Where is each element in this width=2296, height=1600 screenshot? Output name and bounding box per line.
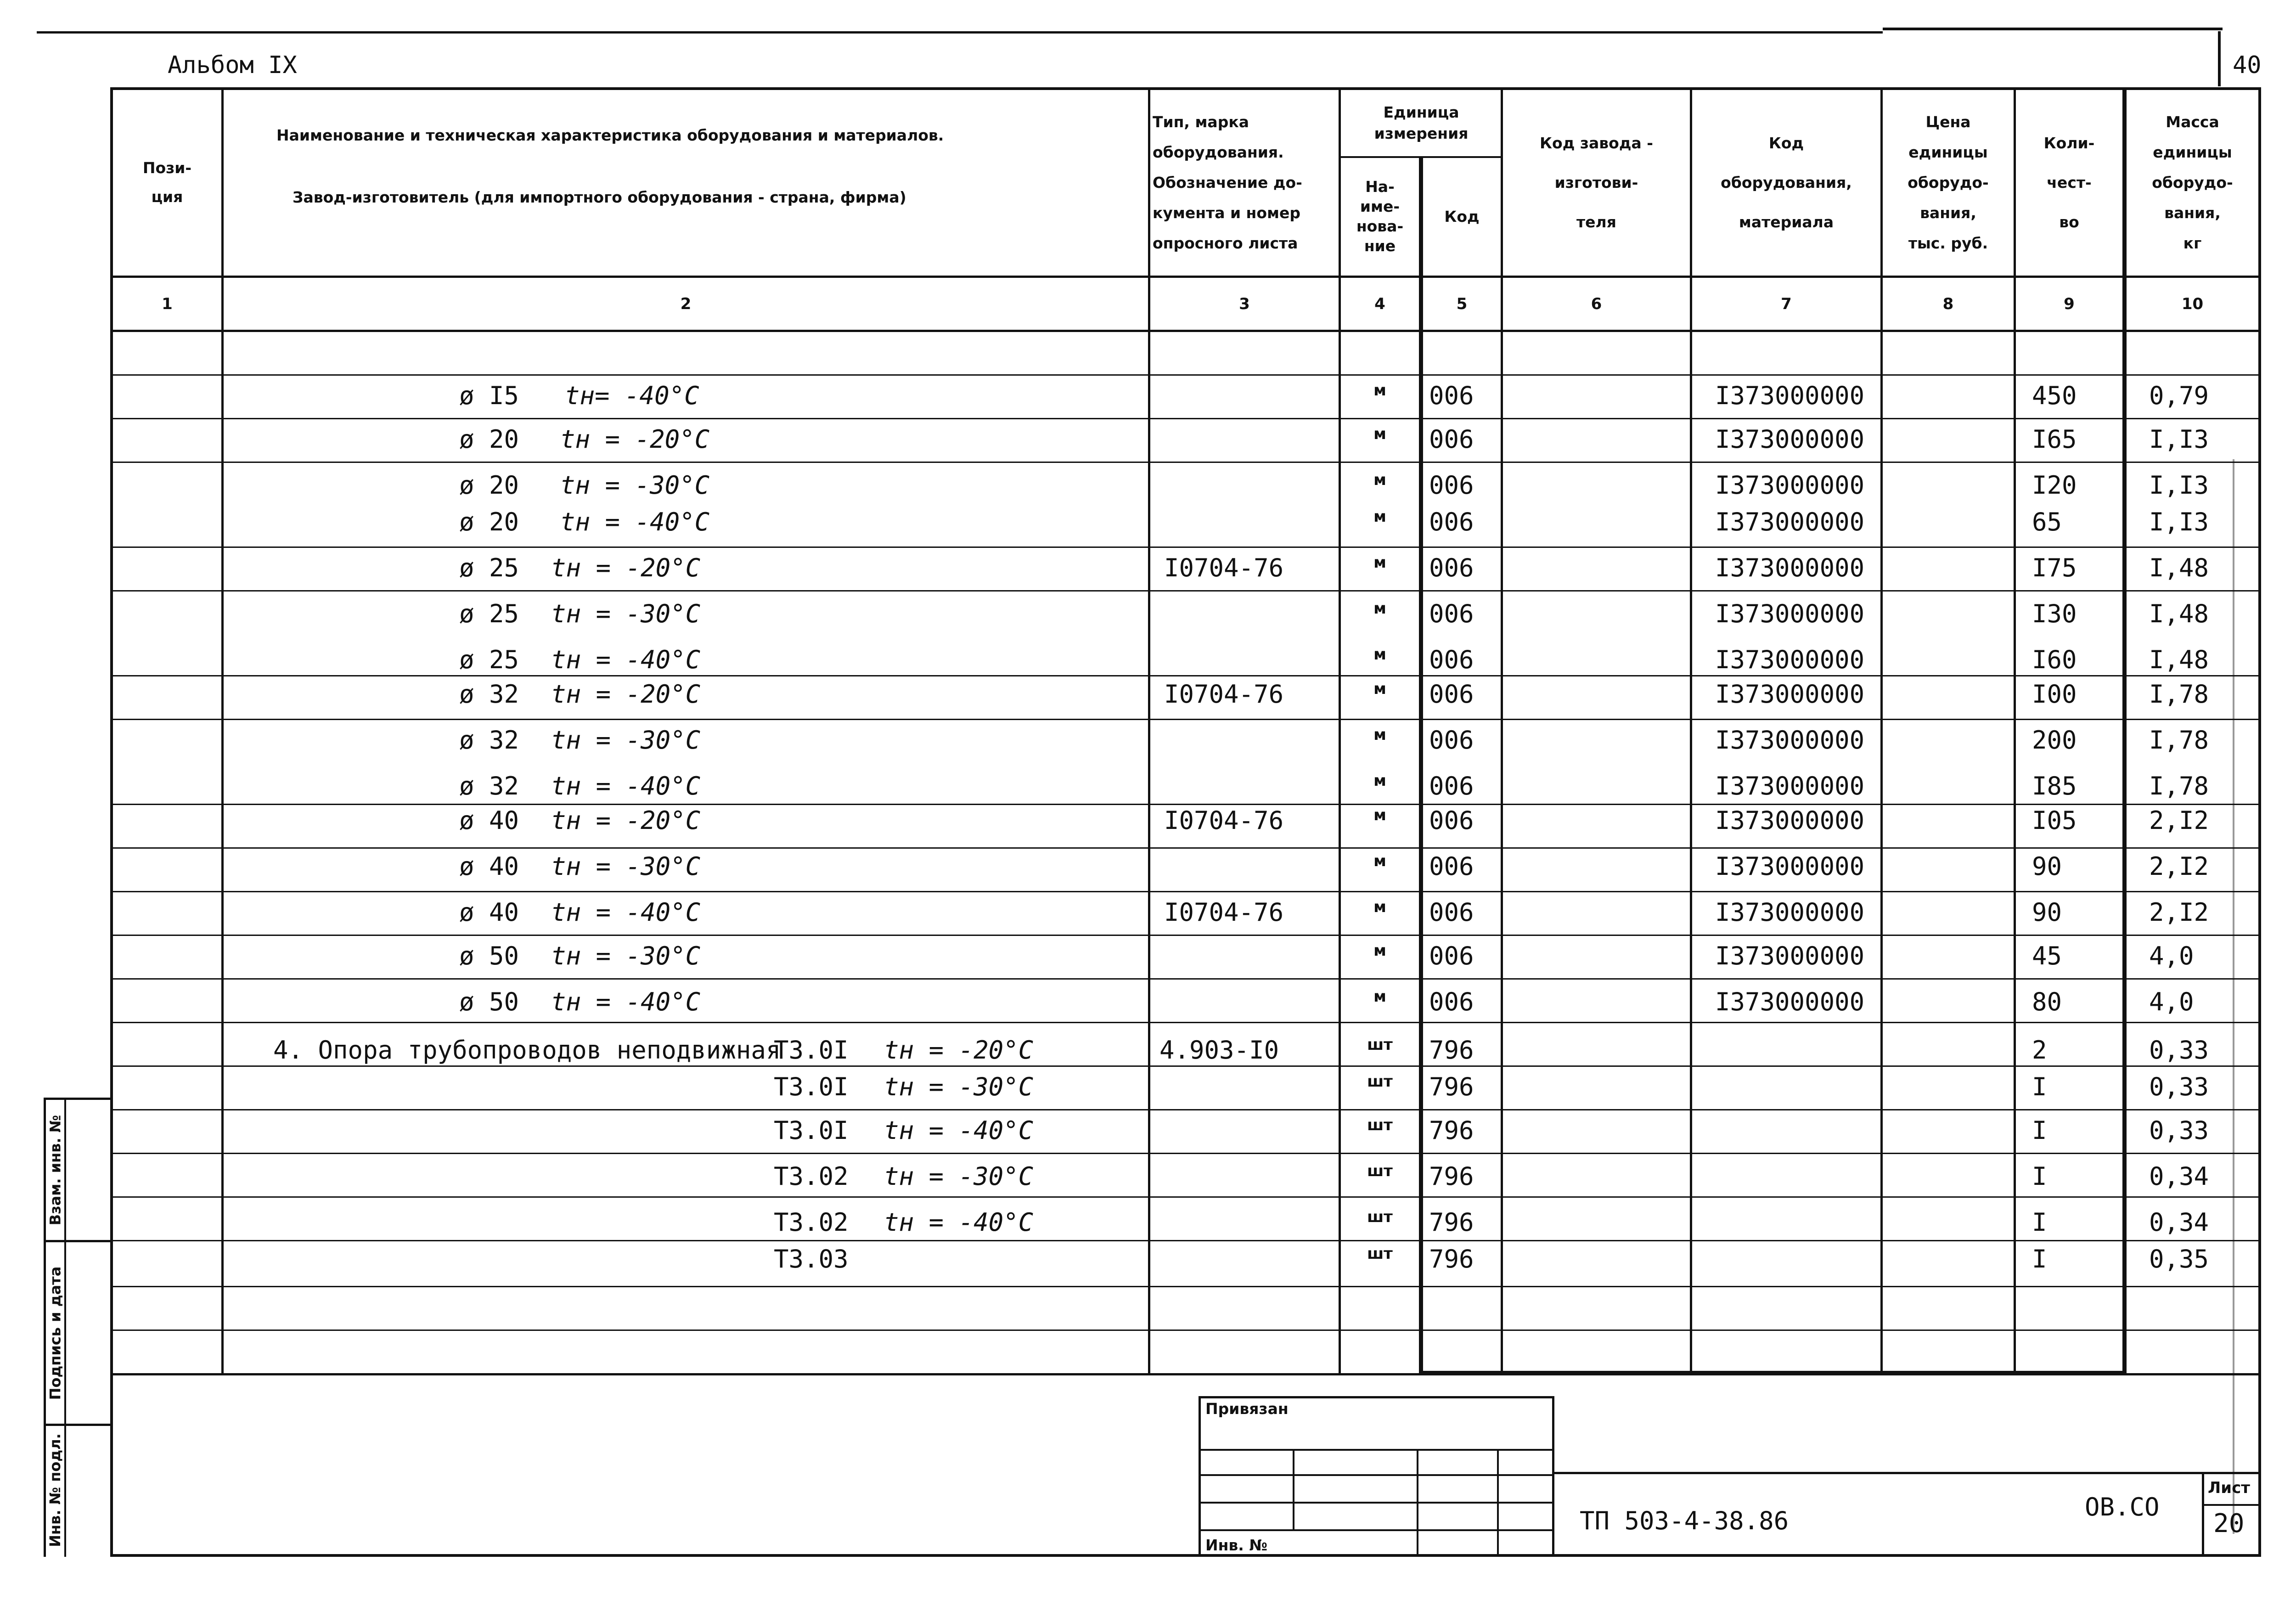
row-diameter: ø 25 — [459, 645, 519, 674]
row-document: I0704-76 — [1164, 898, 1284, 927]
row-unit: м — [1373, 772, 1386, 790]
row-material-code: I373000000 — [1715, 680, 1865, 709]
row-quantity: 65 — [2032, 507, 2062, 536]
row-diameter: ø 50 — [459, 941, 519, 970]
row-diameter: ø 32 — [459, 772, 519, 800]
row-material-code: I373000000 — [1715, 425, 1865, 454]
row-line — [110, 891, 2260, 892]
row-unit-code: 796 — [1429, 1036, 1474, 1065]
row-quantity: I75 — [2032, 553, 2077, 582]
row-unit-code: 006 — [1429, 507, 1474, 536]
col-line-4 — [1419, 156, 1423, 1375]
row-line — [110, 1286, 2260, 1287]
row-temperature: tн = -40°C — [551, 987, 701, 1016]
row-unit: м — [1373, 599, 1386, 618]
row-diameter: ø 32 — [459, 726, 519, 755]
row-material-code: I373000000 — [1715, 898, 1865, 927]
row-temperature: tн = -30°C — [551, 726, 701, 755]
row-mass: I,78 — [2149, 726, 2209, 755]
row-line — [110, 462, 2260, 463]
header-price: Цена единицы оборудо- вания, тыс. руб. — [1908, 113, 1989, 252]
row-unit-code: 796 — [1429, 1116, 1474, 1145]
row-line — [110, 1065, 2260, 1067]
row-unit: м — [1373, 852, 1386, 870]
row-quantity: I — [2032, 1245, 2047, 1273]
colnum-7: 7 — [1781, 294, 1792, 313]
row-unit-code: 796 — [1429, 1208, 1474, 1237]
row-quantity: I00 — [2032, 680, 2077, 709]
row-unit-code: 006 — [1429, 898, 1474, 927]
row-unit-code: 006 — [1429, 381, 1474, 410]
row-temperature: tн = -20°C — [551, 806, 701, 835]
row-quantity: 450 — [2032, 381, 2077, 410]
row-quantity: 80 — [2032, 987, 2062, 1016]
row-diameter: ø 40 — [459, 852, 519, 881]
row-document: I0704-76 — [1164, 553, 1284, 582]
row-unit: м — [1373, 987, 1386, 1006]
row-quantity: I — [2032, 1116, 2047, 1145]
row-unit: шт — [1367, 1245, 1393, 1263]
row-unit: м — [1373, 425, 1386, 443]
row-temperature: tн = -30°C — [560, 471, 710, 500]
row-unit-code: 006 — [1429, 425, 1474, 454]
row-temperature: tн = -40°C — [884, 1208, 1034, 1237]
row-mass: 2,I2 — [2149, 806, 2209, 835]
row-unit: шт — [1367, 1072, 1393, 1091]
row-unit-code: 006 — [1429, 987, 1474, 1016]
row-line — [110, 804, 2260, 805]
row-unit: м — [1373, 941, 1386, 960]
row-document: I0704-76 — [1164, 806, 1284, 835]
row-diameter: ø 20 — [459, 425, 519, 454]
colnum-bottom-rule — [110, 330, 2260, 332]
row-mass: 4,0 — [2149, 941, 2194, 970]
row-material-code: I373000000 — [1715, 987, 1865, 1016]
row-material-code: I373000000 — [1715, 553, 1865, 582]
row-mass: 0,33 — [2149, 1036, 2209, 1065]
page-number: 40 — [2233, 51, 2262, 79]
colnum-3: 3 — [1239, 294, 1250, 313]
row-line — [110, 1109, 2260, 1110]
row-diameter: ø 32 — [459, 680, 519, 709]
row-temperature: tн= -40°C — [565, 381, 699, 410]
row-material-code: I373000000 — [1715, 645, 1865, 674]
row-mass: 4,0 — [2149, 987, 2194, 1016]
row-unit-code: 006 — [1429, 599, 1474, 628]
header-position: Пози- ция — [142, 159, 192, 206]
row-line — [110, 1330, 2260, 1331]
row-mass: 0,34 — [2149, 1162, 2209, 1191]
row-mark: Т3.02 — [774, 1162, 849, 1191]
col-line-9 — [2122, 87, 2127, 1375]
colnum-6: 6 — [1591, 294, 1602, 313]
row-diameter: ø 20 — [459, 471, 519, 500]
row-quantity: I85 — [2032, 772, 2077, 800]
colnum-5: 5 — [1456, 294, 1468, 313]
row-mark: Т3.0I — [774, 1036, 849, 1065]
row-mass: 0,79 — [2149, 381, 2209, 410]
colnum-9: 9 — [2064, 294, 2075, 313]
row-quantity: I30 — [2032, 599, 2077, 628]
album-label: Альбом IX — [168, 51, 297, 79]
header-unit-name: На- име- нова- ние — [1356, 178, 1404, 255]
row-mass: 0,35 — [2149, 1245, 2209, 1273]
row-line — [110, 675, 2260, 676]
header-type: Тип, марка оборудования. Обозначение до- кумента и номер опросного листа — [1153, 113, 1302, 252]
row-mass: I,78 — [2149, 772, 2209, 800]
header-unit-code: Код — [1444, 207, 1480, 225]
row-unit-code: 796 — [1429, 1162, 1474, 1191]
row-quantity: 90 — [2032, 852, 2062, 881]
row-material-code: I373000000 — [1715, 381, 1865, 410]
top-rule-right — [1883, 28, 2223, 30]
row-unit-code: 006 — [1429, 941, 1474, 970]
row-material-code: I373000000 — [1715, 507, 1865, 536]
row-unit: шт — [1367, 1162, 1393, 1180]
row-unit: м — [1373, 507, 1386, 526]
header-manufacturer: Завод-изготовитель (для импортного оборудования - страна, фирма) — [293, 188, 906, 206]
row-unit-code: 796 — [1429, 1245, 1474, 1273]
row-quantity: I — [2032, 1162, 2047, 1191]
row-document: I0704-76 — [1164, 680, 1284, 709]
row-unit: шт — [1367, 1116, 1393, 1134]
top-rule — [37, 31, 1883, 34]
row-unit-code: 006 — [1429, 680, 1474, 709]
row-diameter: ø 40 — [459, 898, 519, 927]
row-unit: м — [1373, 806, 1386, 824]
colnum-1: 1 — [162, 294, 173, 313]
side-signature-date: Подпись и дата — [46, 1266, 64, 1400]
document-code: ТП 503-4-38.86 — [1580, 1506, 1789, 1535]
header-name: Наименование и техническая характеристика оборудования и материалов. — [276, 126, 944, 144]
row-temperature: tн = -30°C — [884, 1162, 1034, 1191]
row-unit: м — [1373, 898, 1386, 916]
row-temperature: tн = -20°C — [884, 1036, 1034, 1065]
row-mass: I,48 — [2149, 599, 2209, 628]
side-replace-inv: Взам. инв. № — [46, 1115, 64, 1225]
row-line — [110, 847, 2260, 849]
row-temperature: tн = -30°C — [551, 941, 701, 970]
row-unit: м — [1373, 645, 1386, 664]
row-diameter: ø I5 — [459, 381, 519, 410]
row-line — [110, 1022, 2260, 1023]
row-mass: I,I3 — [2149, 425, 2209, 454]
row-temperature: tн = -30°C — [884, 1072, 1034, 1101]
row-unit: м — [1373, 471, 1386, 489]
header-mass: Масса единицы оборудо- вания, кг — [2152, 113, 2233, 252]
sheet-code: ОВ.СО — [2085, 1493, 2160, 1521]
row-unit-code: 006 — [1429, 806, 1474, 835]
row-unit-code: 006 — [1429, 772, 1474, 800]
frame-right — [2258, 87, 2261, 1557]
row-material-code: I373000000 — [1715, 806, 1865, 835]
row-unit-code: 006 — [1429, 553, 1474, 582]
table-bottom-bold — [1421, 1371, 2127, 1375]
row-line — [110, 1196, 2260, 1198]
row-temperature: tн = -20°C — [560, 425, 710, 454]
row-quantity: 90 — [2032, 898, 2062, 927]
row-mass: I,48 — [2149, 553, 2209, 582]
row-temperature: tн = -30°C — [551, 852, 701, 881]
row-material-code: I373000000 — [1715, 772, 1865, 800]
row-mass: I,I3 — [2149, 507, 2209, 536]
row-quantity: I20 — [2032, 471, 2077, 500]
row-temperature: tн = -20°C — [551, 680, 701, 709]
row-unit-code: 006 — [1429, 852, 1474, 881]
support-section-title: 4. Опора трубопроводов неподвижная — [273, 1036, 781, 1065]
row-diameter: ø 20 — [459, 507, 519, 536]
row-temperature: tн = -40°C — [884, 1116, 1034, 1145]
row-diameter: ø 50 — [459, 987, 519, 1016]
row-line — [110, 374, 2260, 376]
sheet-number: 20 — [2213, 1509, 2245, 1538]
row-mass: I,I3 — [2149, 471, 2209, 500]
header-unit-group: Единица измерения — [1374, 103, 1469, 142]
row-temperature: tн = -40°C — [551, 645, 701, 674]
row-unit-code: 006 — [1429, 726, 1474, 755]
side-original-inv: Инв. № подл. — [46, 1433, 64, 1547]
row-unit-code: 796 — [1429, 1072, 1474, 1101]
row-quantity: I — [2032, 1072, 2047, 1101]
row-temperature: tн = -20°C — [551, 553, 701, 582]
row-material-code: I373000000 — [1715, 941, 1865, 970]
row-mass: 0,33 — [2149, 1072, 2209, 1101]
row-unit-code: 006 — [1429, 645, 1474, 674]
right-edge-mark — [2233, 459, 2234, 1534]
row-mass: 2,I2 — [2149, 898, 2209, 927]
row-line — [110, 546, 2260, 548]
row-line — [110, 590, 2260, 592]
header-quantity: Коли- чест- во — [2043, 134, 2095, 231]
row-diameter: ø 40 — [459, 806, 519, 835]
colnum-2: 2 — [680, 294, 692, 313]
row-unit: м — [1373, 726, 1386, 744]
row-mass: 0,34 — [2149, 1208, 2209, 1237]
colnum-4: 4 — [1374, 294, 1385, 313]
row-temperature: tн = -40°C — [551, 772, 701, 800]
row-temperature: tн = -40°C — [560, 507, 710, 536]
row-quantity: I60 — [2032, 645, 2077, 674]
row-line — [110, 1240, 2260, 1241]
row-temperature: tн = -40°C — [551, 898, 701, 927]
row-unit: м — [1373, 553, 1386, 572]
colnum-8: 8 — [1942, 294, 1954, 313]
row-quantity: 2 — [2032, 1036, 2047, 1065]
row-unit-code: 006 — [1429, 471, 1474, 500]
row-temperature: tн = -30°C — [551, 599, 701, 628]
row-mass: I,78 — [2149, 680, 2209, 709]
row-material-code: I373000000 — [1715, 852, 1865, 881]
row-quantity: I65 — [2032, 425, 2077, 454]
row-line — [110, 418, 2260, 419]
row-unit: м — [1373, 381, 1386, 400]
row-quantity: 45 — [2032, 941, 2062, 970]
header-factory-code: Код завода - изготови- теля — [1540, 134, 1653, 231]
row-mark: Т3.0I — [774, 1116, 849, 1145]
header-material-code: Код оборудования, материала — [1721, 134, 1852, 231]
row-line — [110, 719, 2260, 720]
row-document: 4.903-I0 — [1159, 1036, 1279, 1065]
inv-number-label: Инв. № — [1205, 1536, 1268, 1554]
row-unit: шт — [1367, 1208, 1393, 1226]
row-mark: Т3.03 — [774, 1245, 849, 1273]
row-mark: Т3.0I — [774, 1072, 849, 1101]
row-line — [110, 1153, 2260, 1154]
row-mass: 0,33 — [2149, 1116, 2209, 1145]
row-mark: Т3.02 — [774, 1208, 849, 1237]
row-quantity: 200 — [2032, 726, 2077, 755]
frame-bottom — [110, 1554, 2260, 1557]
attached-label: Привязан — [1205, 1400, 1289, 1418]
sheet-label: Лист — [2208, 1479, 2250, 1497]
row-mass: 2,I2 — [2149, 852, 2209, 881]
row-diameter: ø 25 — [459, 553, 519, 582]
row-quantity: I — [2032, 1208, 2047, 1237]
page-number-divider — [2218, 31, 2221, 86]
row-material-code: I373000000 — [1715, 726, 1865, 755]
colnum-10: 10 — [2181, 294, 2204, 313]
row-material-code: I373000000 — [1715, 599, 1865, 628]
row-line — [110, 935, 2260, 936]
row-quantity: I05 — [2032, 806, 2077, 835]
row-diameter: ø 25 — [459, 599, 519, 628]
row-mass: I,48 — [2149, 645, 2209, 674]
row-unit: м — [1373, 680, 1386, 698]
row-material-code: I373000000 — [1715, 471, 1865, 500]
row-unit: шт — [1367, 1036, 1393, 1054]
row-line — [110, 978, 2260, 980]
